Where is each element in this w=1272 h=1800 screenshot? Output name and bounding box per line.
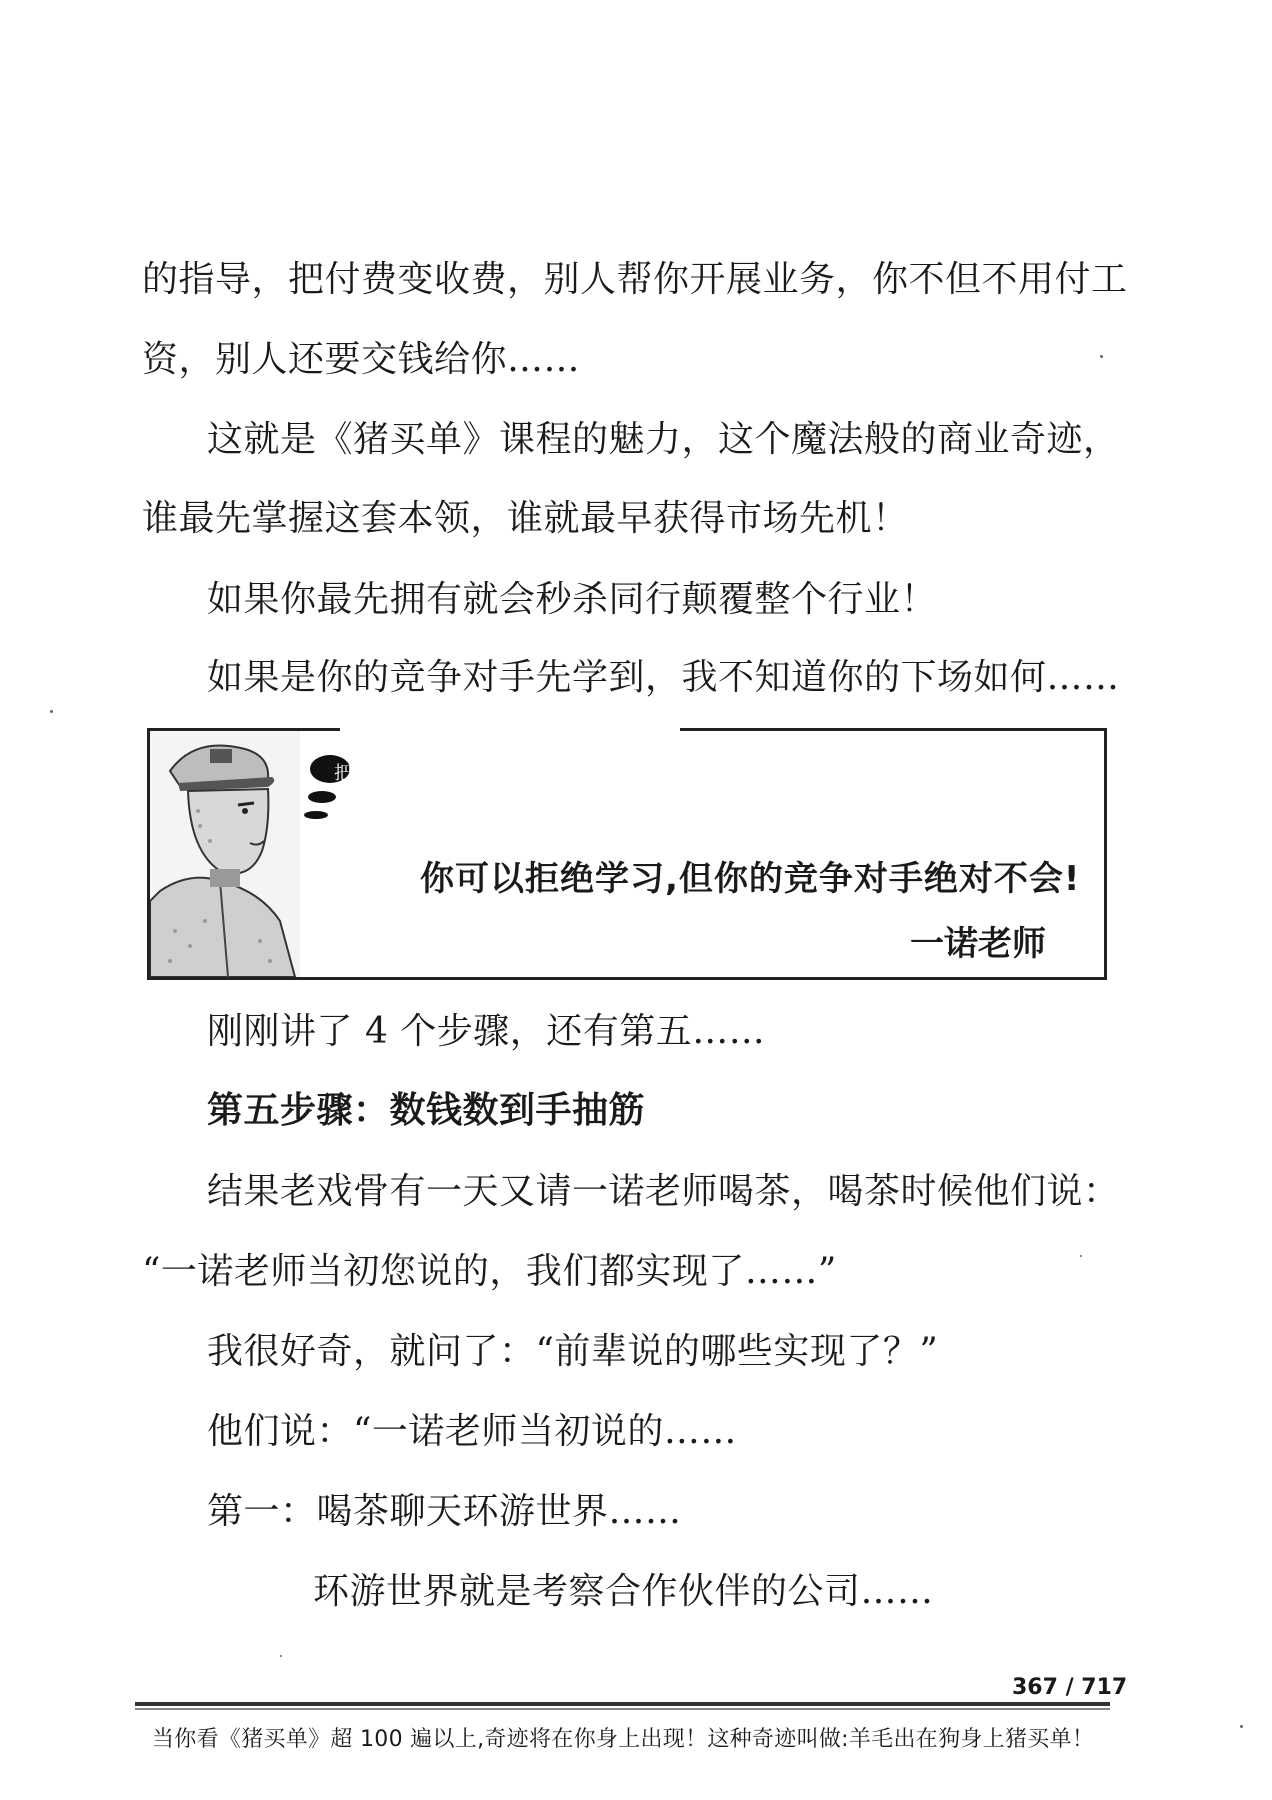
speech-bubble-text: 把 — [334, 763, 352, 784]
quote-text: 你可以拒绝学习,但你的竞争对手绝对不会! — [420, 859, 1081, 899]
paragraph-line: 环游世界就是考察合作伙伴的公司…… — [313, 1571, 934, 1612]
paragraph-line: 我很好奇，就问了：“前辈说的哪些实现了？” — [207, 1331, 939, 1372]
section-heading: 第五步骤：数钱数到手抽筋 — [207, 1090, 646, 1131]
footer-slogan: 当你看《猪买单》超 100 遍以上,奇迹将在你身上出现！这种奇迹叫做:羊毛出在狗身上猪买单！ — [152, 1727, 1095, 1752]
quote-box — [147, 728, 1107, 980]
footer-divider-thin — [135, 1708, 1110, 1710]
footer-divider — [135, 1702, 1110, 1706]
quote-author: 一诺老师 — [910, 924, 1046, 964]
scan-speck — [1240, 1725, 1243, 1728]
paragraph-line: 的指导，把付费变收费，别人帮你开展业务，你不但不用付工 — [142, 259, 1128, 300]
paragraph-line: 如果你最先拥有就会秒杀同行颠覆整个行业！ — [207, 579, 938, 620]
scan-speck — [50, 710, 53, 713]
paragraph-line: 资，别人还要交钱给你…… — [142, 339, 581, 380]
paragraph-line: 谁最先掌握这套本领，谁就最早获得市场先机！ — [142, 498, 909, 539]
scan-speck — [1100, 355, 1103, 358]
paragraph-line: “一诺老师当初您说的，我们都实现了……” — [142, 1251, 837, 1292]
scan-speck — [1080, 1255, 1082, 1257]
teacher-portrait-illustration — [150, 731, 300, 977]
paragraph-line: 刚刚讲了 4 个步骤，还有第五…… — [207, 1011, 766, 1052]
paragraph-line: 这就是《猪买单》课程的魅力，这个魔法般的商业奇迹， — [207, 419, 1120, 460]
paragraph-line: 结果老戏骨有一天又请一诺老师喝茶，喝茶时候他们说： — [207, 1171, 1120, 1212]
scan-speck — [280, 1655, 282, 1657]
paragraph-line: 第一：喝茶聊天环游世界…… — [207, 1491, 682, 1532]
page-number: 367 / 717 — [1012, 1675, 1128, 1700]
paragraph-line: 他们说：“一诺老师当初说的…… — [207, 1411, 737, 1452]
paragraph-line: 如果是你的竞争对手先学到，我不知道你的下场如何…… — [207, 657, 1120, 698]
